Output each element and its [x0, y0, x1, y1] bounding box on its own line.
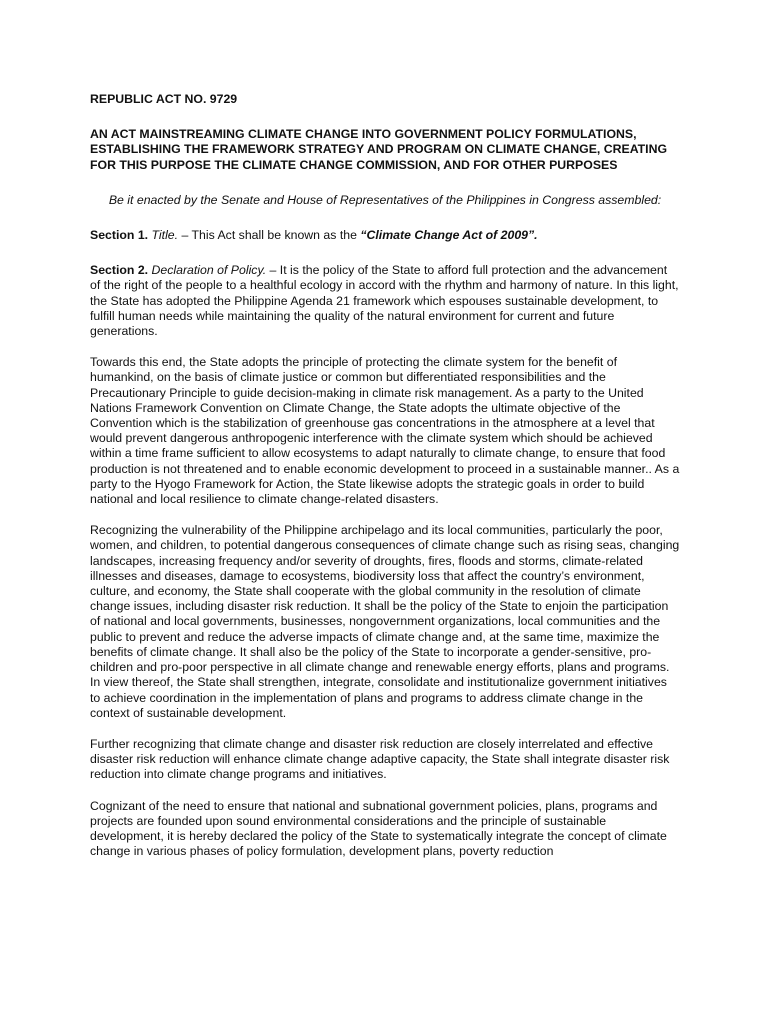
section-1-label: Section 1. — [90, 228, 149, 243]
paragraph: Cognizant of the need to ensure that national and subnational government policies, plans, programs and projects are founded upon sound environmental considerations and the principle of sustainable development, it is hereby declared the policy of the State to systematically integrate the concept of climate change in various phases of policy formulation, development plans, poverty reduction — [90, 798, 667, 859]
section-1 — [90, 228, 680, 243]
document-page — [90, 92, 680, 875]
paragraph: Recognizing the vulnerability of the Philippine archipelago and its local communities, particularly the poor, women, and children, to potential dangerous consequences of climate change such as rising seas, changing landscapes, increasing frequency and/or severity of droughts, fires, floods and storms, climate-related illnesses and diseases, damage to ecosystems, biodiversity loss that affect the country’s environment, culture, and economy, the State shall cooperate with the global community in the resolution of climate change issues, including disaster risk reduction. It shall be the policy of the State to enjoin the participation of national and local governments, businesses, nongovernment organizations, local communities and the public to prevent and reduce the adverse impacts of climate change and, at the same time, maximize the benefits of climate change. It shall also be the policy of the State to incorporate a gender-sensitive, pro-children and pro-poor perspective in all climate change and renewable energy efforts, plans and programs. In view thereof, the State shall strengthen, integrate, consolidate and institutionalize government initiatives to achieve coordination in the implementation of plans and programs to address climate change in the context of sustainable development. — [90, 523, 680, 720]
paragraph: Further recognizing that climate change and disaster risk reduction are closely interrelated and effective disaster risk reduction will enhance climate change adaptive capacity, the State shall integrate disaster risk reduction into climate change programs and initiatives. — [90, 736, 670, 782]
section-1-text: – This Act shall be known as the — [178, 228, 361, 243]
section-2-label: Section 2. — [90, 263, 149, 278]
section-2-heading: Declaration of Policy. — [151, 263, 267, 278]
act-number: REPUBLIC ACT NO. 9729 — [90, 92, 238, 106]
section-2-text: – It is the policy of the State to afford full protection and the advancement of the right of the people to a healthful ecology in accord with the rhythm and harmony of nature. In this light, the State has adopted the Philippine Agenda 21 framework which espouses sustainable development, to fulfill human needs while maintaining the quality of the natural environment for current and future generations. — [90, 263, 679, 339]
paragraph: Towards this end, the State adopts the principle of protecting the climate system for the benefit of humankind, on the basis of climate justice or common but differentiated responsibilities and the Precautionary Principle to guide decision-making in climate risk management. As a party to the United Nations Framework Convention on Climate Change, the State adopts the ultimate objective of the Convention which is the stabilization of greenhouse gas concentrations in the atmosphere at a level that would prevent dangerous anthropogenic interference with the climate system which should be achieved within a time frame sufficient to allow ecosystems to adapt naturally to climate change, to ensure that food production is not threatened and to enable economic development to proceed in a sustainable manner.. As a party to the Hyogo Framework for Action, the State likewise adopts the strategic goals in order to build national and local resilience to climate change-related disasters. — [90, 355, 680, 507]
section-2 — [90, 263, 680, 339]
section-1-short-title: “Climate Change Act of 2009”. — [360, 228, 538, 243]
enacting-clause: Be it enacted by the Senate and House of Representatives of the Philippines in Congress assembled: — [108, 192, 662, 207]
act-title: AN ACT MAINSTREAMING CLIMATE CHANGE INTO GOVERNMENT POLICY FORMULATIONS, ESTABLISHING THE FRAMEWORK STRATEGY AND PROGRAM ON CLIMATE CHANGE, CREATING FOR THIS PURPOSE THE CLIMATE CHANGE COMMISSION, AND FOR OTHER PURPOSES — [90, 127, 668, 172]
section-1-heading: Title. — [151, 228, 179, 243]
